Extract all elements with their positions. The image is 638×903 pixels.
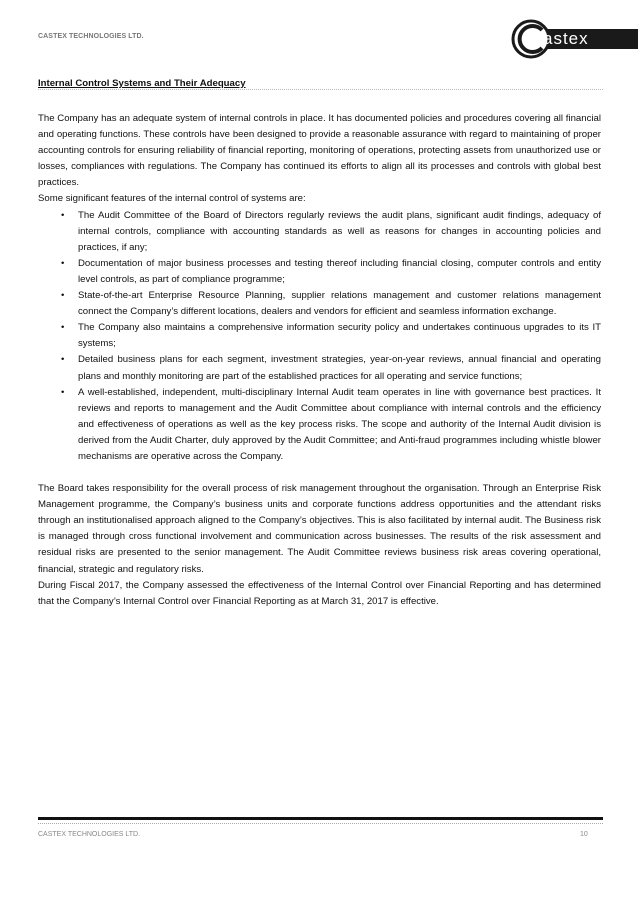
risk-paragraph: The Board takes responsibility for the overall process of risk management throughout the organisation. Through an Enterprise Risk Management programme, the Company’s business units and corporate functions address opportunities and the attendant risks through an institutionalised approach aligned to the Company’s objectives. This is also facilitated by internal audit. The Business risk is managed through cross functional involvement and communication across businesses. The results of the risk assessment and residual risks are presented to the senior management. The Audit Committee reviews business risk areas covering operational, financial, strategic and regulatory risks. [38,483,601,575]
list-item [61,320,601,352]
bullet-icon: • [61,290,65,302]
bullet-icon: • [61,257,65,269]
list-item [61,208,601,256]
footer-divider [38,817,603,820]
footer-divider-thin [38,823,603,824]
feature-text: The Company also maintains a comprehensive information security policy and undertakes continuous upgrades to its IT systems; [78,322,601,350]
feature-text: State-of-the-art Enterprise Resource Planning, supplier relations management and customer relations management connect the Company’s different locations, dealers and vendors for efficient and seamless information exchange. [78,290,601,318]
list-item [61,288,601,320]
feature-text: Detailed business plans for each segment, investment strategies, year-on-year reviews, annual financial and operating plans and monthly monitoring are part of the established practices for all operating and service functions; [78,354,601,382]
features-list [38,208,601,466]
header-company-name: CASTEX TECHNOLOGIES LTD. [38,33,144,40]
bullet-icon: • [61,322,65,334]
section-title: Internal Control Systems and Their Adequacy [38,78,246,89]
list-item [61,352,601,384]
list-item [61,385,601,465]
list-item [61,256,601,288]
feature-text: Documentation of major business processes and testing thereof including financial closing, computer controls and entity level controls, as part of compliance programme; [78,257,601,285]
castex-logo [510,18,638,60]
header-divider [38,89,603,90]
footer-company-name: CASTEX TECHNOLOGIES LTD. [38,831,141,838]
bullet-icon: • [61,209,65,221]
feature-text: The Audit Committee of the Board of Directors regularly reviews the audit plans, significant audit findings, adequacy of internal controls, compliance with accounting standards as well as reasons for changes in accounting policies and practices, if any; [78,209,601,253]
intro-paragraph: The Company has an adequate system of internal controls in place. It has documented policies and procedures covering all financial and operating functions. These controls have been designed to provide a reasonable assurance with regard to maintaining of proper accounting controls for ensuring reliability of financial reporting, monitoring of operations, protecting assets from unauthorized use or losses, compliances with regulations. The Company has continued its efforts to align all its processes and controls with global best practices. [38,113,601,189]
document-body [38,111,601,610]
bullet-icon: • [61,354,65,366]
paragraph-spacer [38,465,601,481]
page-number: 10 [580,831,588,838]
logo-wordmark: astex [543,29,589,48]
features-lead: Some significant features of the internal control of systems are: [38,193,306,205]
closing-paragraph: During Fiscal 2017, the Company assessed the effectiveness of the Internal Control over Financial Reporting and has determined that the Company’s Internal Control over Financial Reporting as at March 31, 2017 is effective. [38,579,601,607]
bullet-icon: • [61,386,65,398]
feature-text: A well-established, independent, multi-disciplinary Internal Audit team operates in line with governance best practices. It reviews and reports to management and the Audit Committee about compliance with internal controls and the efficiency and effectiveness of operations as well as the key process risks. The scope and authority of the Internal Audit division is derived from the Audit Charter, duly approved by the Audit Committee; and Anti-fraud programmes including whistle blower mechanisms are operative across the Company. [78,386,601,462]
